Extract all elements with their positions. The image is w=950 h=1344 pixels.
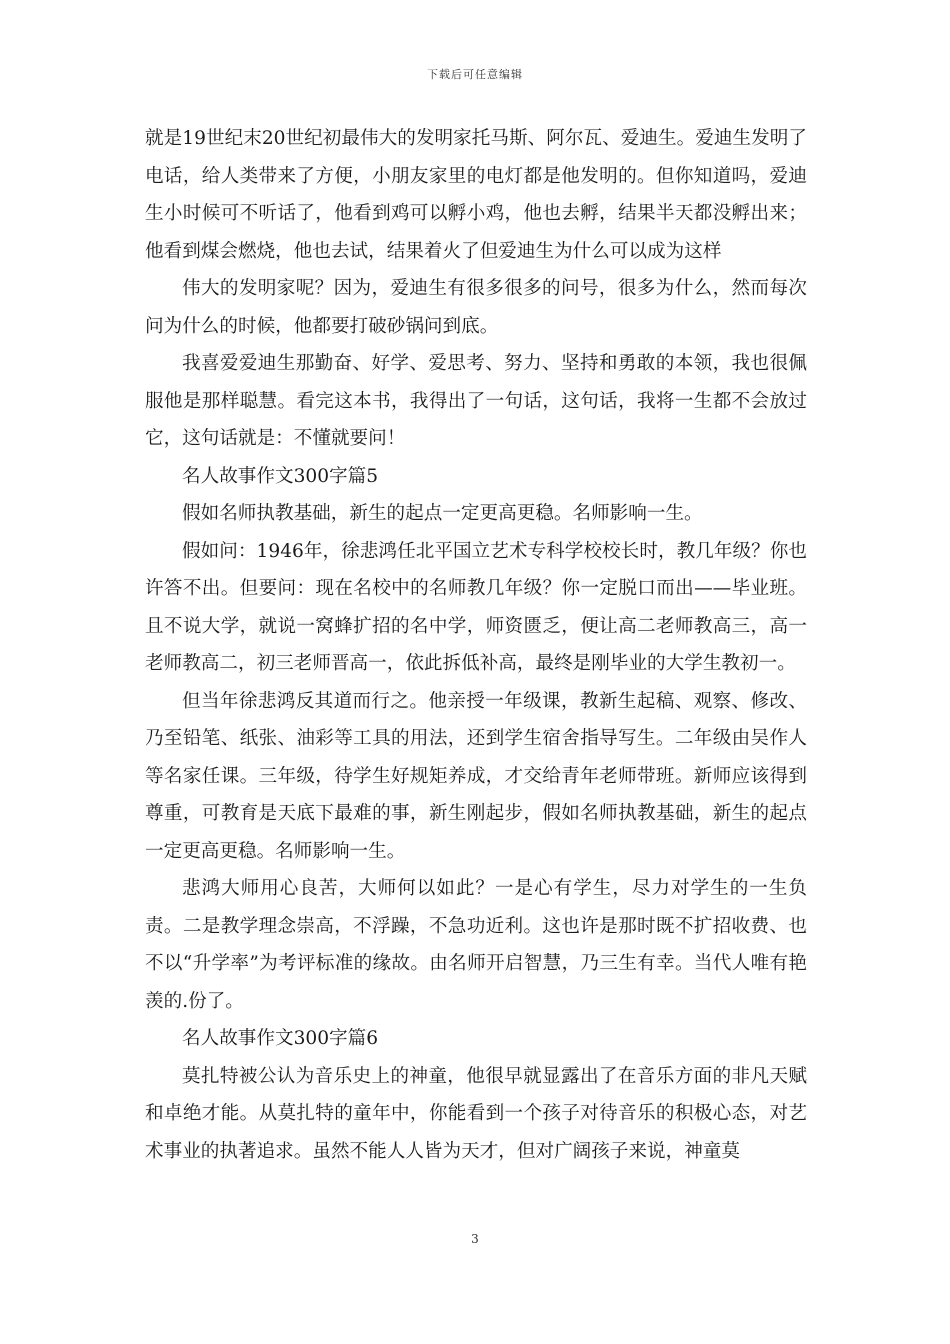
page-number: 3 <box>471 1232 479 1246</box>
paragraph: 我喜爱爱迪生那勤奋、好学、爱思考、努力、坚持和勇敢的本领，我也很佩服他是那样聪慧。看完这本书，我得出了一句话，这句话，我将一生都不会放过它，这句话就是：不懂就要问！ <box>145 353 807 449</box>
page-header: 下载后可任意编辑 <box>427 68 523 81</box>
paragraph: 就是19世纪末20世纪初最伟大的发明家托马斯、阿尔瓦、爱迪生。爱迪生发明了电话，给人类带来了方便，小朋友家里的电灯都是他发明的。但你知道吗，爱迪生小时候可不听话了，他看到鸡可以孵小鸡，他也去孵，结果半天都没孵出来；他看到煤会燃烧，他也去试，结果着火了但爱迪生为什么可以成为这样 <box>145 128 807 262</box>
paragraph: 悲鸿大师用心良苦，大师何以如此？一是心有学生，尽力对学生的一生负责。二是教学理念崇高，不浮躁，不急功近利。这也许是那时既不扩招收费、也不以“升学率”为考评标准的缘故。由名师开启智慧，乃三生有幸。当代人唯有艳羡的.份了。 <box>145 878 807 1012</box>
section-heading: 名人故事作文300字篇5 <box>182 465 379 487</box>
paragraph: 伟大的发明家呢？因为，爱迪生有很多很多的问号，很多为什么，然而每次问为什么的时候，他都要打破砂锅问到底。 <box>145 278 807 337</box>
section-heading: 名人故事作文300字篇6 <box>182 1028 379 1049</box>
paragraph: 莫扎特被公认为音乐史上的神童，他很早就显露出了在音乐方面的非凡天赋和卓绝才能。从莫扎特的童年中，你能看到一个孩子对待音乐的积极心态，对艺术事业的执著追求。虽然不能人人皆为天才，但对广阔孩子来说，神童莫 <box>145 1065 807 1162</box>
paragraph: 假如问：1946年，徐悲鸿任北平国立艺术专科学校校长时，教几年级？你也许答不出。但要问：现在名校中的名师教几年级？你一定脱口而出——毕业班。且不说大学，就说一窝蜂扩招的名中学，师资匮乏，便让高二老师教高三，高一老师教高二，初三老师晋高一，依此拆低补高，最终是刚毕业的大学生教初一。 <box>145 540 807 674</box>
paragraph: 假如名师执教基础，新生的起点一定更高更稳。名师影响一生。 <box>182 503 703 524</box>
document-body <box>145 120 807 1170</box>
paragraph: 但当年徐悲鸿反其道而行之。他亲授一年级课，教新生起稿、观察、修改、乃至铅笔、纸张、油彩等工具的用法，还到学生宿舍指导写生。二年级由吴作人等名家任课。三年级，待学生好规矩养成，才交给青年老师带班。新师应该得到尊重，可教育是天底下最难的事，新生刚起步，假如名师执教基础，新生的起点一定更高更稳。名师影响一生。 <box>145 690 807 862</box>
